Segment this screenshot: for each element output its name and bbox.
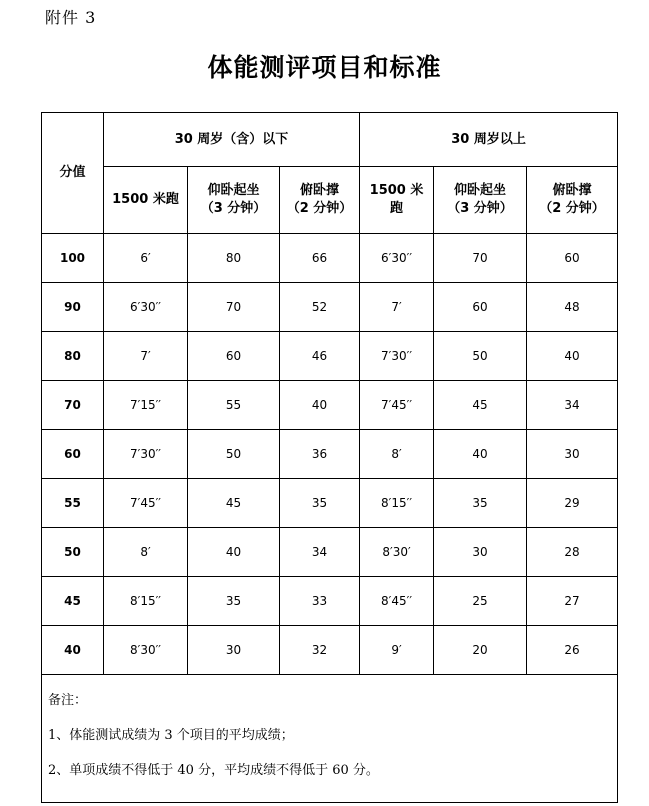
run-time-under-30: 7′45′′: [104, 479, 188, 528]
run-time-under-30: 7′30′′: [104, 430, 188, 479]
score-cell: 90: [42, 283, 104, 332]
situp-count-over-30: 30: [434, 528, 527, 577]
situp-duration: （3 分钟）: [200, 201, 267, 216]
run-time-under-30: 6′: [104, 234, 188, 283]
pushup-count-over-30: 26: [527, 626, 618, 675]
pushup-count-under-30: 35: [280, 479, 360, 528]
run-time-over-30: 8′45′′: [360, 577, 434, 626]
pushup-count-over-30: 40: [527, 332, 618, 381]
table-row: [42, 430, 618, 479]
score-cell: 80: [42, 332, 104, 381]
score-cell: 60: [42, 430, 104, 479]
item-header-run-under-30: [104, 167, 188, 234]
situp-count-under-30: 30: [188, 626, 280, 675]
table-row: [42, 528, 618, 577]
run-time-under-30: 8′30′′: [104, 626, 188, 675]
pushup-count-over-30: 48: [527, 283, 618, 332]
table-row: [42, 332, 618, 381]
situp-count-under-30: 60: [188, 332, 280, 381]
notes-section: [42, 675, 618, 803]
pushup-duration: （2 分钟）: [286, 201, 353, 216]
table-row: [42, 234, 618, 283]
situp-count-under-30: 40: [188, 528, 280, 577]
pushup-duration: （2 分钟）: [539, 201, 605, 216]
situp-count-over-30: 70: [434, 234, 527, 283]
situp-label: 仰卧起坐: [454, 183, 507, 199]
pushup-label: 俯卧撑: [300, 183, 340, 199]
situp-count-over-30: 35: [434, 479, 527, 528]
situp-count-over-30: 20: [434, 626, 527, 675]
table-row: [42, 626, 618, 675]
item-header-run-over-30: [360, 167, 434, 234]
pushup-count-over-30: 27: [527, 577, 618, 626]
situp-count-under-30: 70: [188, 283, 280, 332]
situp-count-under-30: 45: [188, 479, 280, 528]
item-header-pushup-under-30: [280, 167, 360, 234]
run-time-over-30: 7′: [360, 283, 434, 332]
situp-count-over-30: 40: [434, 430, 527, 479]
table-row: [42, 283, 618, 332]
notes-heading: 备注：: [48, 693, 88, 708]
situp-count-over-30: 60: [434, 283, 527, 332]
attachment-label: 附件 3: [45, 8, 97, 27]
pushup-count-under-30: 40: [280, 381, 360, 430]
pushup-count-under-30: 34: [280, 528, 360, 577]
score-cell: 100: [42, 234, 104, 283]
run-time-under-30: 6′30′′: [104, 283, 188, 332]
situp-count-under-30: 50: [188, 430, 280, 479]
table-row: [42, 577, 618, 626]
pushup-count-under-30: 32: [280, 626, 360, 675]
group-header-over-30: 30 周岁以上: [360, 113, 618, 167]
pushup-count-over-30: 30: [527, 430, 618, 479]
run-time-over-30: 8′30′: [360, 528, 434, 577]
situp-count-over-30: 45: [434, 381, 527, 430]
pushup-count-under-30: 46: [280, 332, 360, 381]
item-header-situp-over-30: [434, 167, 527, 234]
score-cell: 55: [42, 479, 104, 528]
run-time-over-30: 6′30′′: [360, 234, 434, 283]
run-time-over-30: 8′: [360, 430, 434, 479]
fitness-standards-table: [41, 112, 618, 803]
situp-count-over-30: 50: [434, 332, 527, 381]
run-time-under-30: 8′15′′: [104, 577, 188, 626]
score-cell: 40: [42, 626, 104, 675]
pushup-count-under-30: 66: [280, 234, 360, 283]
pushup-count-under-30: 33: [280, 577, 360, 626]
run-label-part2: 跑: [390, 201, 404, 216]
pushup-count-over-30: 28: [527, 528, 618, 577]
table-row: [42, 479, 618, 528]
situp-duration: （3 分钟）: [447, 201, 513, 216]
run-time-over-30: 9′: [360, 626, 434, 675]
score-cell: 45: [42, 577, 104, 626]
page-title: 体能测评项目和标准: [207, 53, 442, 82]
score-cell: 70: [42, 381, 104, 430]
item-header-pushup-over-30: [527, 167, 618, 234]
situp-count-over-30: 25: [434, 577, 527, 626]
run-time-under-30: 8′: [104, 528, 188, 577]
run-time-over-30: 7′30′′: [360, 332, 434, 381]
pushup-count-over-30: 60: [527, 234, 618, 283]
run-time-under-30: 7′15′′: [104, 381, 188, 430]
situp-count-under-30: 55: [188, 381, 280, 430]
item-header-situp-under-30: [188, 167, 280, 234]
run-time-under-30: 7′: [104, 332, 188, 381]
run-label-part1: 1500 米: [369, 183, 424, 199]
pushup-count-over-30: 29: [527, 479, 618, 528]
pushup-count-under-30: 52: [280, 283, 360, 332]
pushup-label: 俯卧撑: [552, 183, 592, 199]
situp-label: 仰卧起坐: [207, 183, 260, 199]
pushup-count-under-30: 36: [280, 430, 360, 479]
score-header: 分值: [42, 113, 104, 234]
run-time-over-30: 8′15′′: [360, 479, 434, 528]
run-time-over-30: 7′45′′: [360, 381, 434, 430]
score-cell: 50: [42, 528, 104, 577]
score-rows: [42, 234, 618, 675]
note-line-1: 1、体能测试成绩为 3 个项目的平均成绩；: [48, 728, 294, 743]
table-row: [42, 381, 618, 430]
item-header-run-label: 1500 米跑: [112, 192, 179, 208]
situp-count-under-30: 35: [188, 577, 280, 626]
situp-count-under-30: 80: [188, 234, 280, 283]
group-header-under-30: 30 周岁（含）以下: [104, 113, 360, 167]
pushup-count-over-30: 34: [527, 381, 618, 430]
note-line-2: 2、单项成绩不得低于 40 分，平均成绩不得低于 60 分。: [48, 763, 379, 778]
